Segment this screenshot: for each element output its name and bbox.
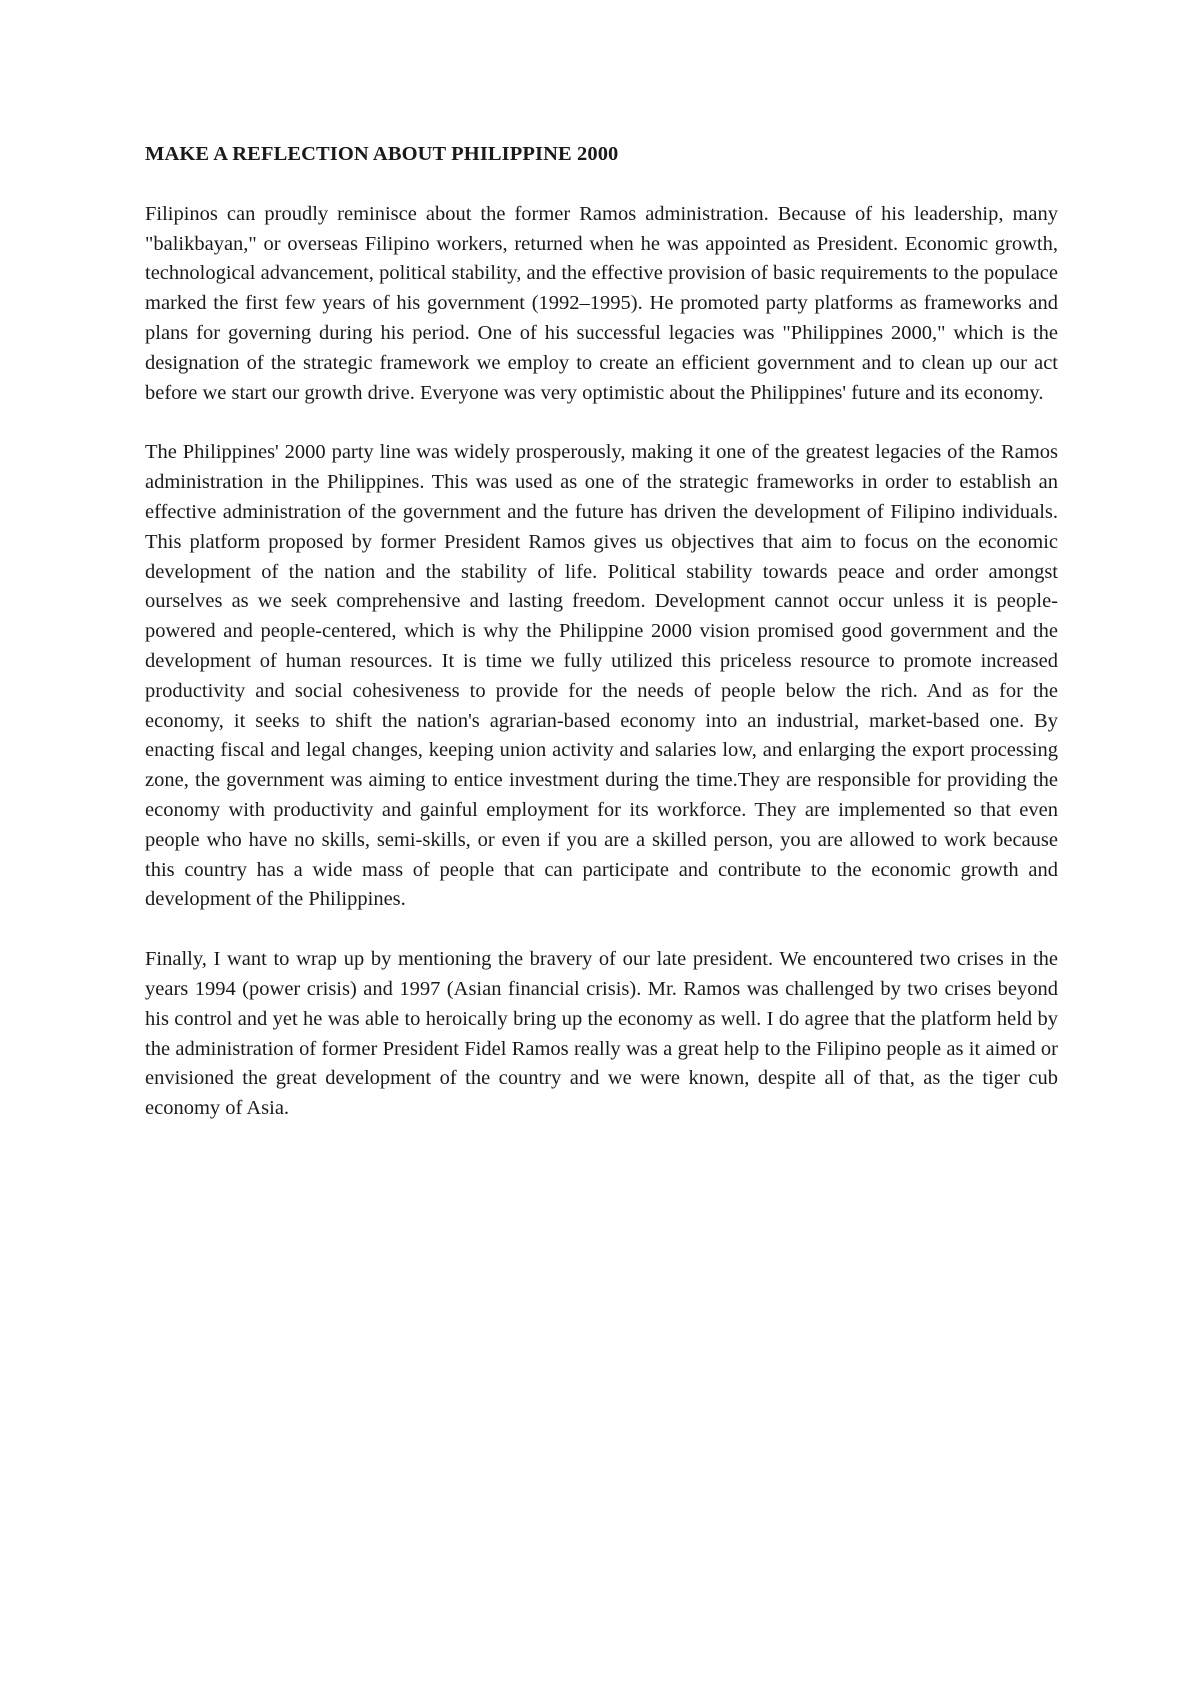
paragraph-body: The Philippines' 2000 party line was widely prosperously, making it one of the greatest legacies of the Ramos administration in the Philippines. This was used as one of the strategic frameworks in order to establish an effective administration of the government and the future has driven the development of Filipino individuals. This platform proposed by former President Ramos gives us objectives that aim to focus on the economic development of the nation and the stability of life. Political stability towards peace and order amongst ourselves as we seek comprehensive and lasting freedom. Development cannot occur unless it is people-powered and people-centered, which is why the Philippine 2000 vision promised good government and the development of human resources. It is time we fully utilized this priceless resource to promote increased productivity and social cohesiveness to provide for the needs of people below the rich. And as for the economy, it seeks to shift the nation's agrarian-based economy into an industrial, market-based one. By enacting fiscal and legal changes, keeping union activity and salaries low, and enlarging the export processing zone, the government was aiming to entice investment during the time.They are responsible for providing the economy with productivity and gainful employment for its workforce. They are implemented so that even people who have no skills, semi-skills, or even if you are a skilled person, you are allowed to work because this country has a wide mass of people that can participate and contribute to the economic growth and development of the Philippines. [145, 441, 1058, 911]
document-title: MAKE A REFLECTION ABOUT PHILIPPINE 2000 [145, 143, 619, 165]
paragraph-conclusion: Finally, I want to wrap up by mentioning the bravery of our late president. We encountered two crises in the years 1994 (power crisis) and 1997 (Asian financial crisis). Mr. Ramos was challenged by two crises beyond his control and yet he was able to heroically bring up the economy as well. I do agree that the platform held by the administration of former President Fidel Ramos really was a great help to the Filipino people as it aimed or envisioned the great development of the country and we were known, despite all of that, as the tiger cub economy of Asia. [145, 948, 1058, 1120]
paragraph-intro: Filipinos can proudly reminisce about the former Ramos administration. Because of his leadership, many "balikbayan," or overseas Filipino workers, returned when he was appointed as President. Economic growth, technological advancement, political stability, and the effective provision of basic requirements to the populace marked the first few years of his government (1992–1995). He promoted party platforms as frameworks and plans for governing during his period. One of his successful legacies was "Philippines 2000," which is the designation of the strategic framework we employ to create an efficient government and to clean up our act before we start our growth drive. Everyone was very optimistic about the Philippines' future and its economy. [145, 202, 1058, 404]
document-body [145, 140, 1058, 1154]
